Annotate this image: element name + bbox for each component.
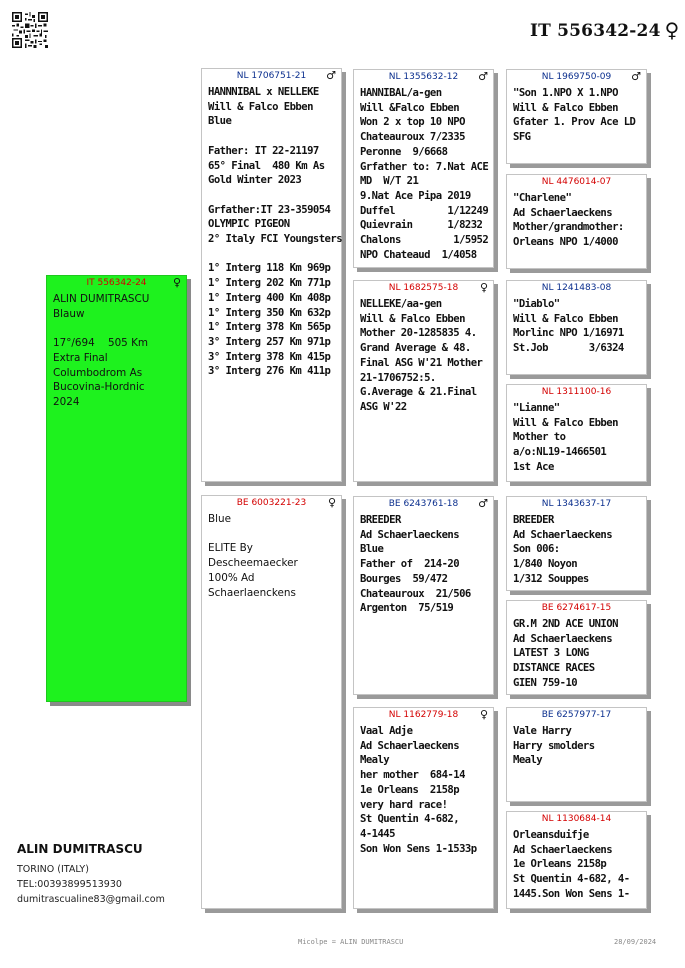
mmf-text: Vale Harry Harry smolders Mealy — [513, 725, 595, 767]
owner-name: ALIN DUMITRASCU — [17, 842, 143, 856]
female-symbol-icon: ♀ — [664, 18, 680, 42]
owner-city: TORINO (ITALY) — [17, 864, 89, 875]
fm-card — [353, 280, 494, 482]
fff-text: "Son 1.NPO X 1.NPO Will & Falco Ebben Gfater 1. Prov Ace LD SFG — [513, 87, 636, 144]
female-symbol-icon: ♀ — [172, 276, 181, 289]
mm-text: Vaal Adje Ad Schaerlaeckens Mealy her mother 684-14 1e Orleans 2158p very hard race! St Quentin 4-682, 4-1445 Son Won Sens 1-1533p — [360, 725, 477, 855]
mf-text: BREEDER Ad Schaerlaeckens Blue Father of 214-20 Bourges 59/472 Chateauroux 21/506 Argenton 75/519 — [360, 514, 471, 615]
qr-code-icon — [12, 12, 48, 48]
male-symbol-icon: ♂ — [631, 70, 641, 83]
footer-credit: Micolpe = ALIN DUMITRASCU — [298, 938, 404, 946]
fmf-text: "Diablo" Will & Falco Ebben Morlinc NPO 1/16971 St.Job 3/6324 — [513, 298, 624, 355]
fm-ring: NL 1682575-18 — [388, 283, 459, 293]
mmf-ring: BE 6257977-17 — [541, 710, 612, 720]
mfm-card — [506, 600, 647, 695]
father-ring: NL 1706751-21 — [236, 71, 307, 81]
mmf-card — [506, 707, 647, 802]
mother-card — [201, 495, 342, 909]
mff-ring: NL 1343637-17 — [541, 499, 612, 509]
mff-card — [506, 496, 647, 591]
mother-text: Blue ELITE By Descheemaecker 100% Ad Schaerlaenckens — [208, 513, 298, 599]
female-symbol-icon: ♀ — [479, 281, 488, 294]
ff-ring: NL 1355632-12 — [388, 72, 459, 82]
ffm-card — [506, 174, 647, 269]
mm-card — [353, 707, 494, 909]
fmf-card — [506, 280, 647, 375]
fm-text: NELLEKE/aa-gen Will & Falco Ebben Mother 20-1285835 4. Grand Average & 48. Final ASG W'21 Mother 21-1706752:5. G.Average & 21.Final ASG W'22 — [360, 298, 483, 413]
fff-ring: NL 1969750-09 — [541, 72, 612, 82]
footer-date: 28/09/2024 — [614, 938, 657, 946]
mfm-ring: BE 6274617-15 — [541, 603, 612, 613]
mf-card — [353, 496, 494, 695]
ffm-ring: NL 4476014-07 — [541, 177, 612, 187]
fff-card — [506, 69, 647, 164]
owner-block — [17, 842, 165, 907]
subject-ring: IT 556342-24 — [86, 278, 147, 288]
ff-text: HANNIBAL/a-gen Will &Falco Ebben Won 2 x top 10 NPO Chateauroux 7/2335 Peronne 9/6668 Grfather to: 7.Nat ACE MD W/T 21 9.Nat Ace Pipa 2019 Duffel 1/12249 Quievrain 1/8232 Chalons 1/5952 NPO Chateaud 1/4058 — [360, 87, 489, 261]
fmm-text: "Lianne" Will & Falco Ebben Mother to a/o:NL19-1466501 1st Ace — [513, 402, 618, 473]
father-text: HANNNIBAL x NELLEKE Will & Falco Ebben Blue Father: IT 22-21197 65° Final 480 Km As Gold Winter 2023 Grfather:IT 23-359054 OLYMPIC PIGEON 2° Italy FCI Youngsters 1° Interg 118 Km 969p 1° Interg 202 Km 771p 1° Interg 400 Km 408p 1° Interg 350 Km 632p 1° Interg 378 Km 565p 3° Interg 257 Km 971p 3° Interg 378 Km 415p 3° Interg 276 Km 411p — [208, 86, 343, 378]
mm-ring: NL 1162779-18 — [388, 710, 459, 720]
male-symbol-icon: ♂ — [326, 69, 336, 82]
owner-tel: TEL:00393899513930 — [17, 879, 122, 890]
mmm-ring: NL 1130684-14 — [541, 814, 612, 824]
fmm-ring: NL 1311100-16 — [541, 387, 612, 397]
male-symbol-icon: ♂ — [478, 497, 488, 510]
fmm-card — [506, 384, 647, 482]
mmm-card — [506, 811, 647, 909]
male-symbol-icon: ♂ — [478, 70, 488, 83]
subject-text: ALIN DUMITRASCU Blauw 17°/694 505 Km Extra Final Columbodrom As Bucovina-Hordnic 2024 — [53, 293, 150, 408]
female-symbol-icon: ♀ — [327, 496, 336, 509]
fmf-ring: NL 1241483-08 — [541, 283, 612, 293]
mmm-text: Orleansduifje Ad Schaerlaeckens 1e Orleans 2158p St Quentin 4-682, 4- 1445.Son Won Sens 1- — [513, 829, 630, 900]
ring-number-text: IT 556342-24 — [530, 21, 661, 41]
female-symbol-icon: ♀ — [479, 708, 488, 721]
mff-text: BREEDER Ad Schaerlaeckens Son 006: 1/840 Noyon 1/312 Souppes — [513, 514, 613, 585]
subject-card — [46, 275, 187, 702]
mf-ring: BE 6243761-18 — [388, 499, 459, 509]
ff-card — [353, 69, 494, 268]
owner-email: dumitrascualine83@gmail.com — [17, 894, 165, 905]
page-ring-number — [530, 18, 679, 42]
mother-ring: BE 6003221-23 — [236, 498, 307, 508]
father-card — [201, 68, 342, 482]
ffm-text: "Charlene" Ad Schaerlaeckens Mother/grandmother: Orleans NPO 1/4000 — [513, 192, 624, 249]
mfm-text: GR.M 2ND ACE UNION Ad Schaerlaeckens LATEST 3 LONG DISTANCE RACES GIEN 759-10 — [513, 618, 618, 689]
